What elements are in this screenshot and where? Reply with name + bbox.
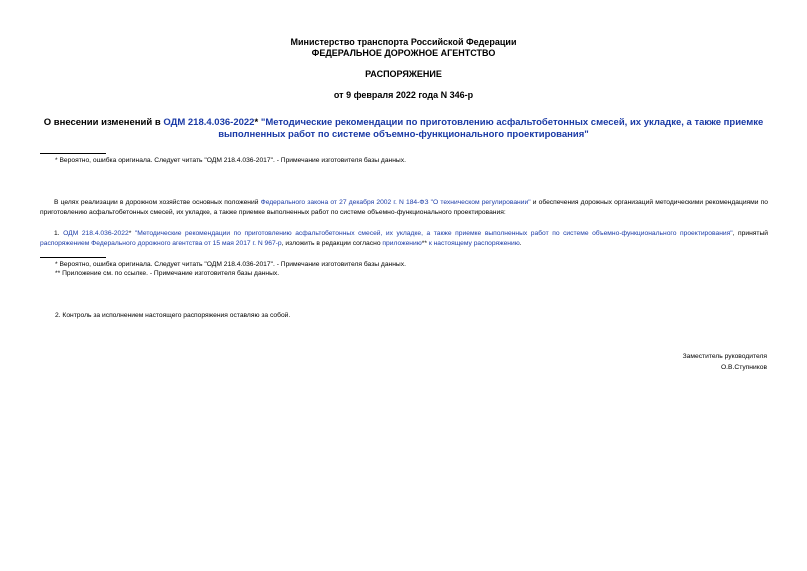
item-2-paragraph: 2. Контроль за исполнением настоящего распоряжения оставляю за собой. — [55, 312, 291, 319]
appendix-link[interactable]: приложению — [382, 239, 422, 247]
ministry-name: Министерство транспорта Российской Федерации — [290, 37, 517, 47]
federal-law-link[interactable]: Федерального закона от 27 декабря 2002 г. N 184-ФЗ "О техническом регулировании" — [260, 199, 531, 206]
agency-name: ФЕДЕРАЛЬНОЕ ДОРОЖНОЕ АГЕНТСТВО — [311, 48, 496, 58]
signatory-name: О.В.Ступников — [720, 364, 767, 371]
document-date: от 9 февраля 2022 года N 346-р — [333, 90, 474, 100]
item-1-text-mid: , принятый — [732, 230, 769, 237]
item-1-paragraph — [40, 229, 768, 248]
item-1-end: . — [519, 239, 522, 247]
item-1-odm-link[interactable]: ОДМ 218.4.036-2022 — [63, 230, 129, 237]
footnote-divider — [40, 153, 106, 154]
order-link[interactable]: распоряжением Федерального дорожного агентства от 15 мая 2017 г. N 967-р — [40, 239, 282, 247]
item-1-star: * — [128, 230, 135, 237]
appendix-link-2[interactable]: к настоящему распоряжению — [428, 239, 520, 247]
item-1-stars: ** — [421, 239, 429, 247]
title-odm-link[interactable]: ОДМ 218.4.036-2022 — [163, 117, 255, 128]
footnote-2-line-1: * Вероятно, ошибка оригинала. Следует читать "ОДМ 218.4.036-2017". - Примечание изготовителя базы данных. — [55, 261, 406, 268]
item-1-recommendations-link[interactable]: "Методические рекомендации по приготовлению асфальтобетонных смесей, их укладке, а также приемке выполненных работ по системе объемно-функционального проектирования" — [134, 230, 733, 237]
item-1-text-mid2: , изложить в редакции согласно — [281, 239, 383, 247]
intro-text-2: и обеспечения дорожных организаций методическими рекомендациями по приготовлению асфальтобетонных смесей, их укладке, а также приемке выполненных работ по системе объемно-функционального проектирования: — [40, 199, 768, 216]
footnote-divider-2 — [40, 257, 106, 258]
document-title — [40, 117, 767, 141]
item-1-number: 1. — [54, 230, 64, 237]
title-star: * — [254, 117, 261, 128]
intro-paragraph — [40, 198, 768, 217]
document-type: РАСПОРЯЖЕНИЕ — [365, 69, 442, 79]
signatory-position: Заместитель руководителя — [682, 353, 767, 360]
title-prefix: О внесении изменений в — [43, 117, 164, 128]
footnote-2-line-2: ** Приложение см. по ссылке. - Примечание изготовителя базы данных. — [55, 270, 280, 277]
intro-text-1: В целях реализации в дорожном хозяйстве основных положений — [54, 199, 261, 206]
footnote-1: * Вероятно, ошибка оригинала. Следует читать "ОДМ 218.4.036-2017". - Примечание изготовителя базы данных. — [55, 157, 406, 164]
title-recommendations-link[interactable]: "Методические рекомендации по приготовлению асфальтобетонных смесей, их укладке, а также приемке выполненных работ по системе объемно-функционального проектирования" — [218, 117, 764, 140]
